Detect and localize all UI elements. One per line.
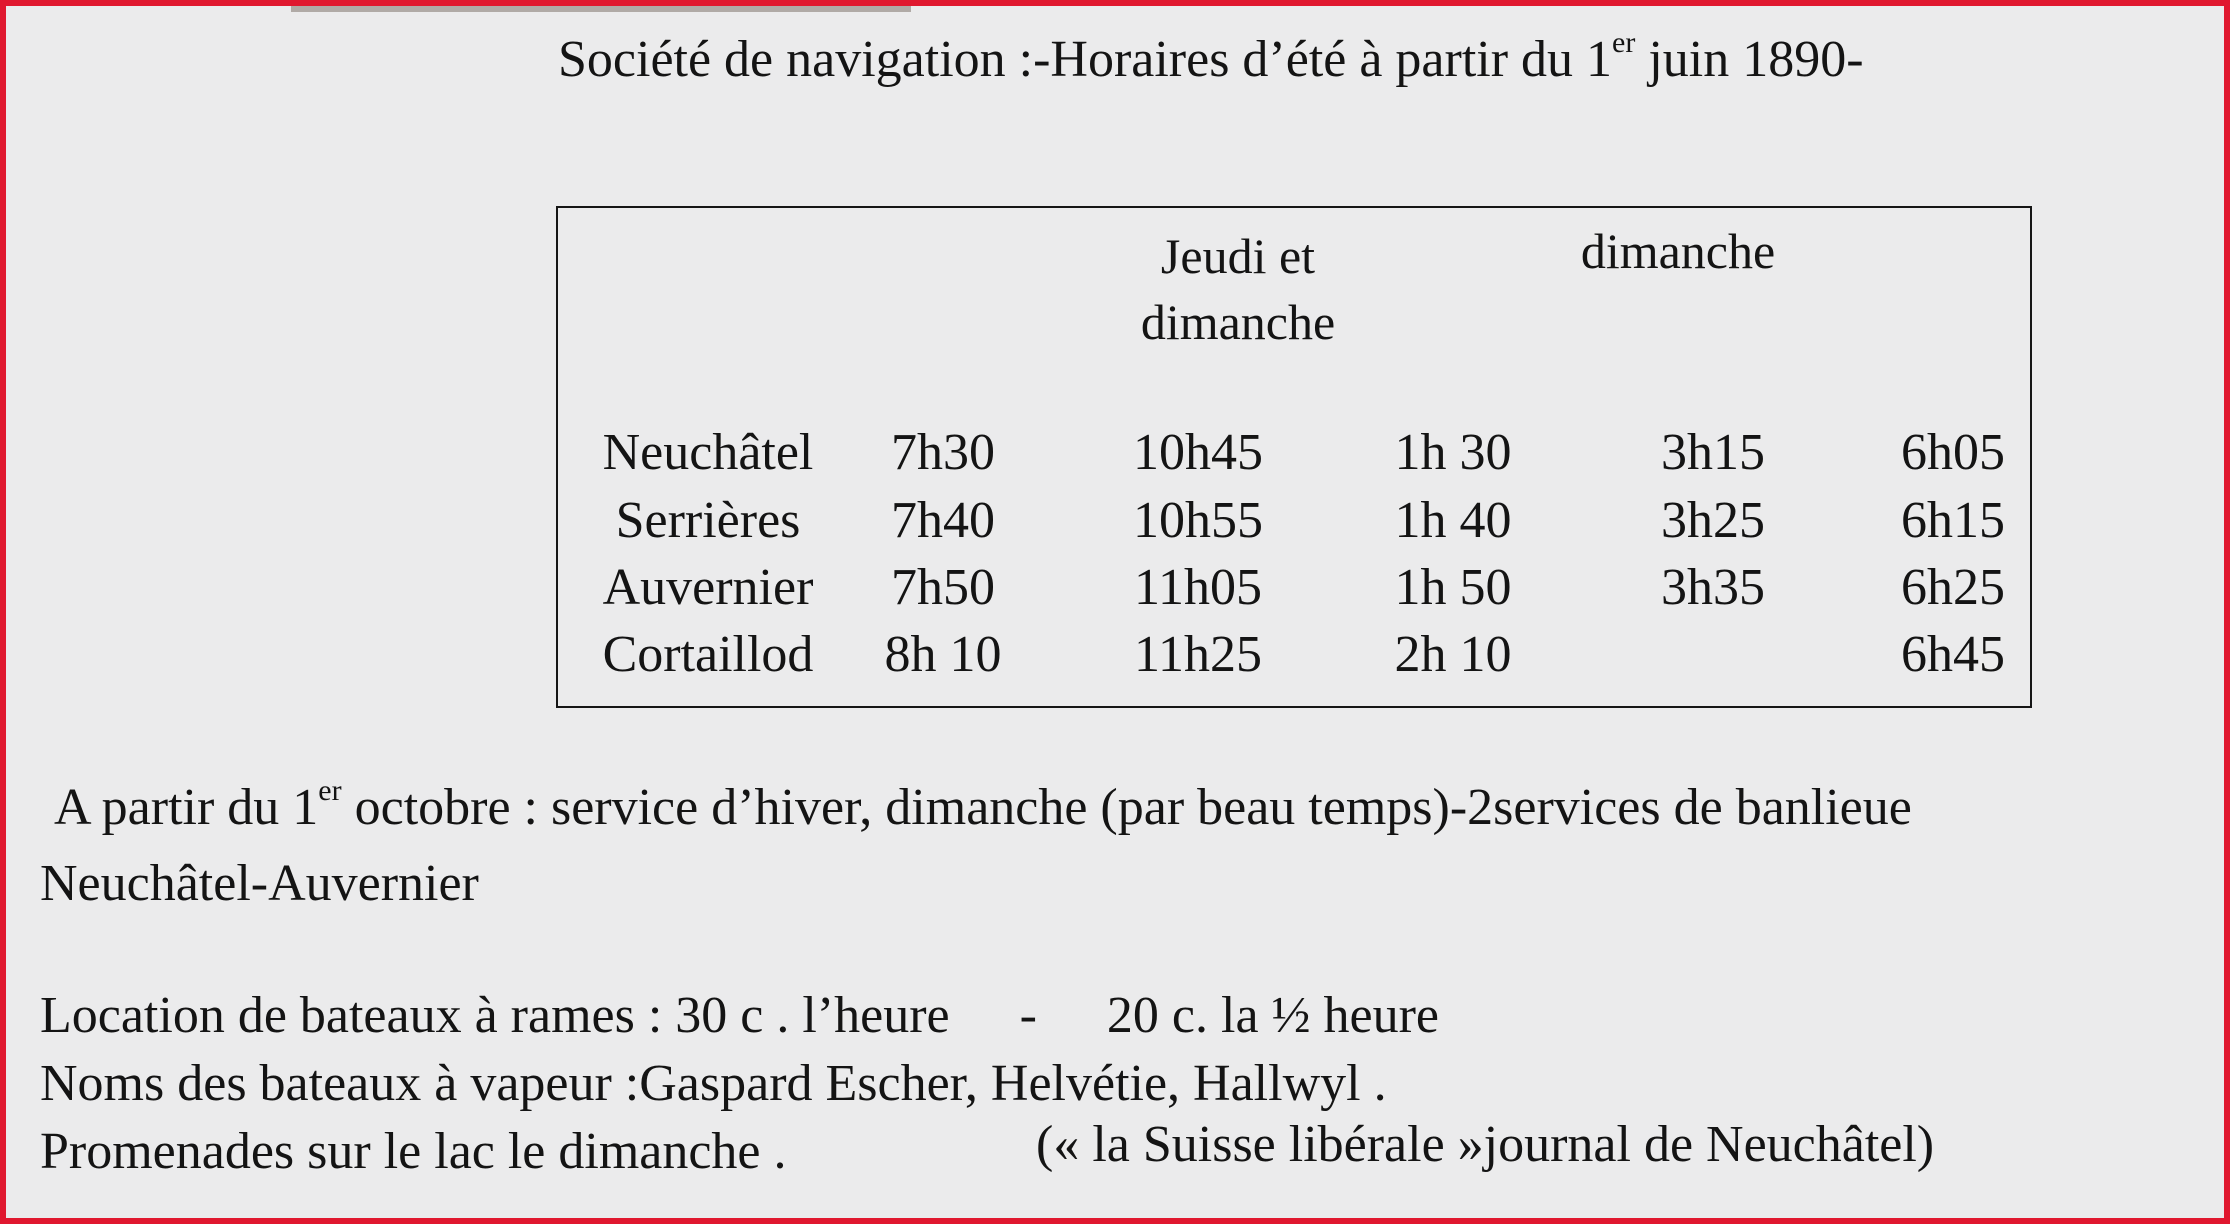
table-row <box>558 622 2030 688</box>
time-cell: 6h45 <box>1901 626 2005 683</box>
time-cell: 10h45 <box>1133 424 1263 481</box>
time-cell: 7h50 <box>891 559 995 616</box>
page-title <box>558 26 1864 88</box>
title-text-end: juin 1890- <box>1635 31 1864 88</box>
time-cell: 1h 50 <box>1394 559 1512 616</box>
source-citation: (« la Suisse libérale »journal de Neuchâtel) <box>1036 1116 1935 1173</box>
steamboat-names-note: Noms des bateaux à vapeur :Gaspard Escher, Helvétie, Hallwyl . <box>40 1055 1387 1112</box>
rental-hour-price: Location de bateaux à rames : 30 c . l’heure <box>40 987 950 1044</box>
table-row <box>558 420 2030 486</box>
header-dimanche: dimanche <box>1580 223 1776 279</box>
rental-separator: - <box>1019 987 1037 1044</box>
time-cell: 3h15 <box>1661 424 1765 481</box>
time-cell: 11h05 <box>1133 559 1263 616</box>
scan-edge-strip <box>291 6 911 12</box>
time-cell: 8h 10 <box>884 626 1002 683</box>
winter-text-end: octobre : service d’hiver, dimanche (par beau temps)-2services de banlieue <box>341 779 1912 836</box>
rowboat-rental-note <box>40 987 1440 1044</box>
header-jeudi-dimanche <box>1088 223 1388 355</box>
title-superscript: er <box>1612 26 1636 59</box>
header-jeudi-line1: Jeudi et <box>1160 228 1316 284</box>
time-cell: 6h15 <box>1901 492 2005 549</box>
station-name: Neuchâtel <box>602 424 814 481</box>
winter-service-route: Neuchâtel-Auvernier <box>40 855 479 912</box>
time-cell: 11h25 <box>1133 626 1263 683</box>
title-text: Société de navigation :-Horaires d’été à partir du 1 <box>558 31 1613 88</box>
table-row <box>558 488 2030 554</box>
time-cell: 1h 30 <box>1394 424 1512 481</box>
time-cell: 10h55 <box>1133 492 1263 549</box>
time-cell: 3h25 <box>1661 492 1765 549</box>
station-name: Serrières <box>615 492 801 549</box>
promenades-note: Promenades sur le lac le dimanche . <box>40 1123 787 1180</box>
time-cell: 7h30 <box>891 424 995 481</box>
rental-half-hour-price: 20 c. la ½ heure <box>1106 987 1440 1044</box>
time-cell: 6h05 <box>1901 424 2005 481</box>
station-name: Cortaillod <box>602 626 814 683</box>
header-jeudi-line2: dimanche <box>1140 294 1336 350</box>
timetable <box>556 206 2032 708</box>
table-row <box>558 555 2030 621</box>
time-cell: 7h40 <box>891 492 995 549</box>
winter-service-note <box>54 774 1912 836</box>
winter-text: A partir du 1 <box>54 779 319 836</box>
winter-superscript: er <box>318 774 342 807</box>
time-cell: 1h 40 <box>1394 492 1512 549</box>
time-cell: 6h25 <box>1901 559 2005 616</box>
time-cell: 3h35 <box>1661 559 1765 616</box>
station-name: Auvernier <box>602 559 814 616</box>
time-cell: 2h 10 <box>1394 626 1512 683</box>
